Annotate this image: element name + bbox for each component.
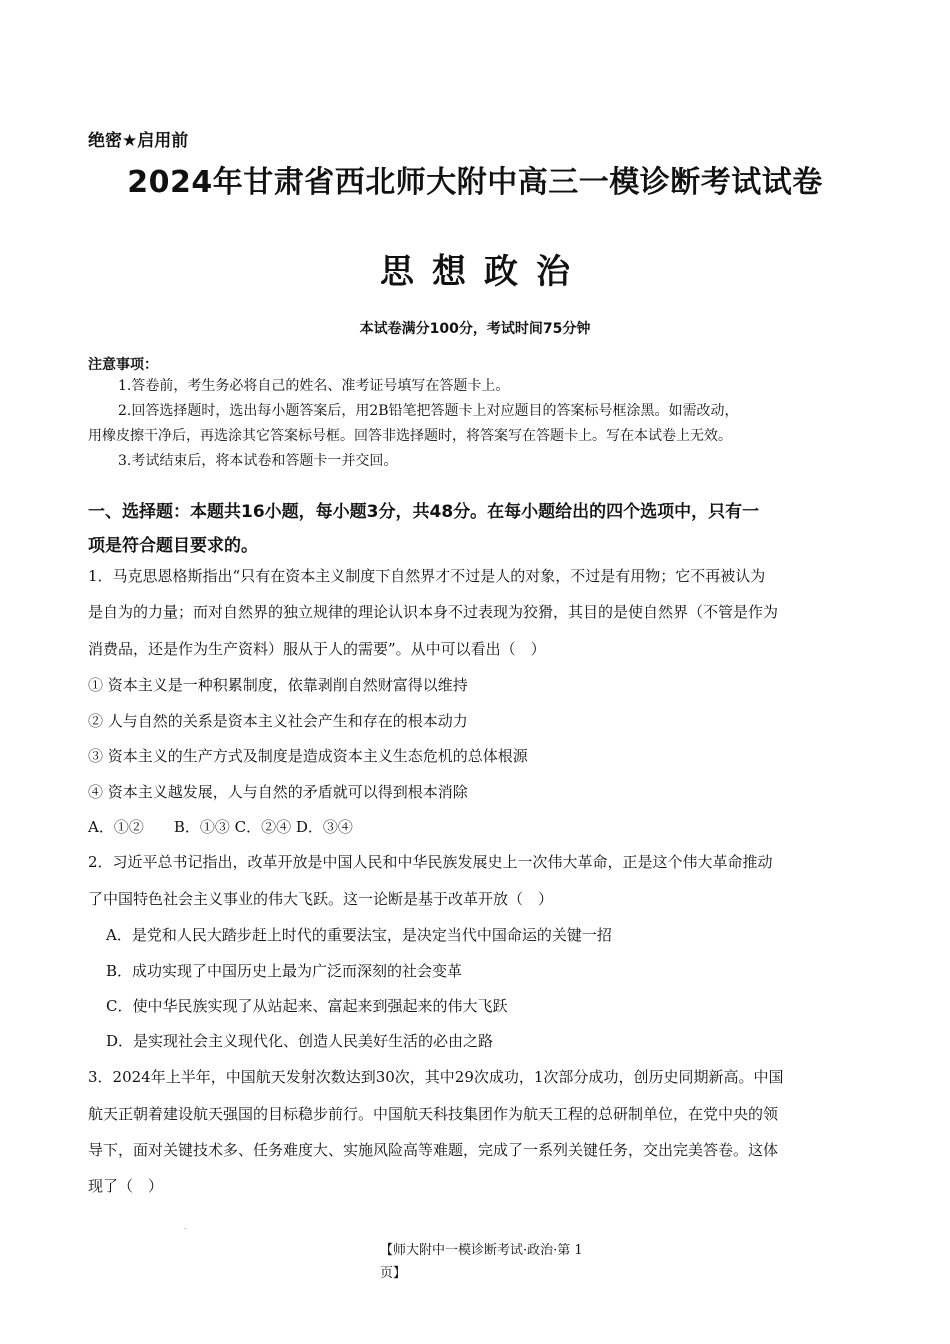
question-3-text: 航天正朝着建设航天强国的目标稳步前行。中国航天科技集团作为航天工程的总研制单位，在党中央的领 [88, 1105, 779, 1123]
question-2-text: 了中国特色社会主义事业的伟大飞跃。这一论断是基于改革开放（ ） [88, 890, 554, 908]
notice-item: 用橡皮擦干净后，再选涂其它答案标号框。回答非选择题时，将答案写在答题卡上。写在本试卷上无效。 [88, 428, 732, 444]
question-2-option: B．成功实现了中国历史上最为广泛而深刻的社会变革 [106, 962, 463, 980]
question-1-item: ③ 资本主义的生产方式及制度是造成资本主义生态危机的总体根源 [88, 747, 528, 765]
confidential-label: 绝密★启用前 [88, 131, 189, 151]
notice-item: 2.回答选择题时，选出每小题答案后，用2B铅笔把答题卡上对应题目的答案标号框涂黑。如需改动， [118, 403, 739, 419]
page-footer-cont: 页】 [380, 1266, 407, 1281]
exam-title: 2024年甘肃省西北师大附中高三一模诊断考试试卷 [127, 165, 823, 200]
section-heading: 项是符合题目要求的。 [88, 536, 258, 556]
question-2-option: D．是实现社会主义现代化、创造人民美好生活的必由之路 [106, 1032, 494, 1050]
question-3-text: 现了（ ） [88, 1177, 164, 1195]
section-heading: 一、选择题：本题共16小题，每小题3分，共48分。在每小题给出的四个选项中，只有一 [88, 502, 760, 522]
subject-title: 思想政治 [380, 252, 588, 292]
question-1-item: ② 人与自然的关系是资本主义社会产生和存在的根本动力 [88, 712, 468, 730]
stray-mark: . [184, 1222, 187, 1231]
question-3-text: 导下，面对关键技术多、任务难度大、实施风险高等难题，完成了一系列关键任务，交出完美答卷。这体 [88, 1141, 779, 1159]
notice-item: 1.答卷前，考生务必将自己的姓名、准考证号填写在答题卡上。 [118, 378, 510, 394]
exam-info: 本试卷满分100分，考试时间75分钟 [359, 321, 591, 337]
question-2-option: A．是党和人民大踏步赶上时代的重要法宝，是决定当代中国命运的关键一招 [106, 926, 612, 944]
question-1-choices: A．①② B．①③ C．②④ D．③④ [88, 818, 353, 836]
question-2-text: 2．习近平总书记指出，改革开放是中国人民和中华民族发展史上一次伟大革命，正是这个伟大革命推动 [88, 853, 773, 871]
question-1-text: 1．马克思恩格斯指出“只有在资本主义制度下自然界才不过是人的对象，不过是有用物；它不再被认为 [88, 567, 766, 585]
notice-item: 3.考试结束后，将本试卷和答题卡一并交回。 [118, 453, 398, 469]
question-1-item: ④ 资本主义越发展，人与自然的矛盾就可以得到根本消除 [88, 783, 468, 801]
notice-heading: 注意事项： [88, 357, 158, 373]
question-1-text: 消费品，还是作为生产资料）服从于人的需要”。从中可以看出（ ） [88, 640, 546, 658]
question-3-text: 3．2024年上半年，中国航天发射次数达到30次，其中29次成功，1次部分成功，创历史同期新高。中国 [88, 1068, 784, 1086]
page-footer: 【师大附中一模诊断考试·政治·第 1 [380, 1243, 583, 1258]
question-1-text: 是自为的力量；而对自然界的独立规律的理论认识本身不过表现为狡猾，其目的是使自然界（不管是作为 [88, 603, 779, 621]
question-2-option: C．使中华民族实现了从站起来、富起来到强起来的伟大飞跃 [106, 997, 508, 1015]
question-1-item: ① 资本主义是一种积累制度，依靠剥削自然财富得以维持 [88, 676, 468, 694]
